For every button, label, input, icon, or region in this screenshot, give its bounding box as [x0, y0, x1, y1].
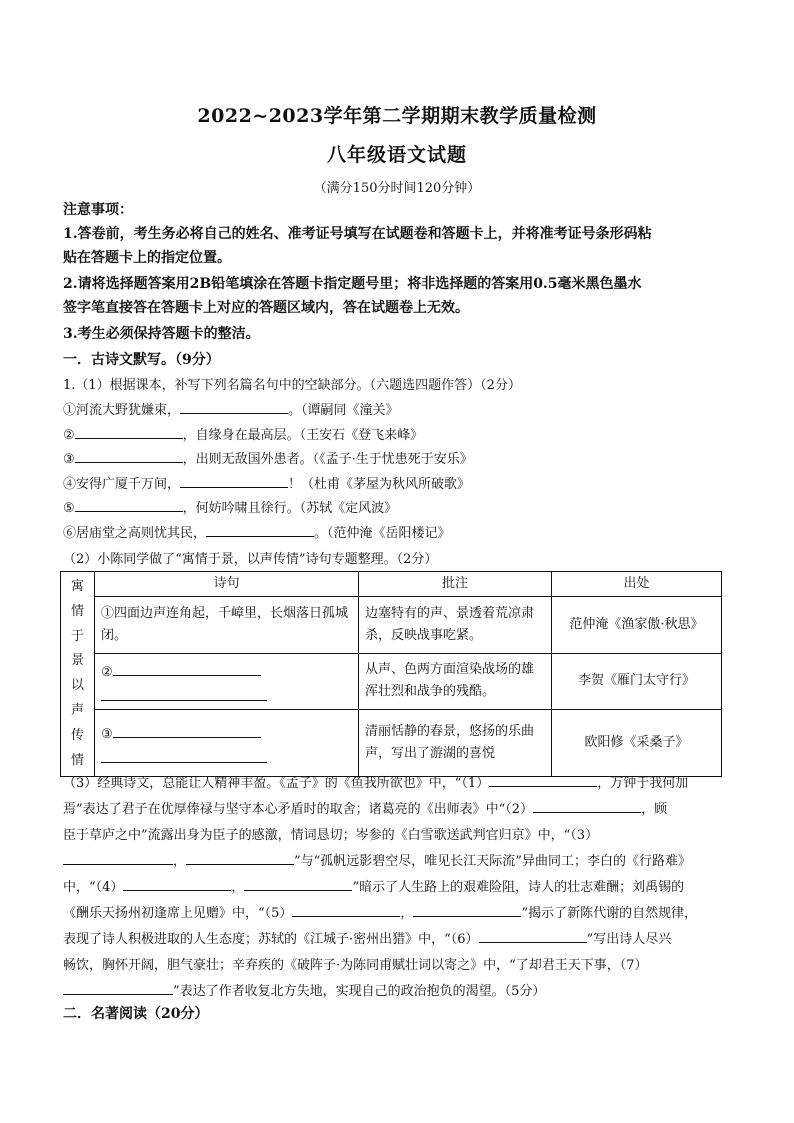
- section-2-heading: 二．名著阅读（20分）: [63, 1006, 209, 1022]
- header-source: 出处: [552, 572, 722, 597]
- answer-blank[interactable]: [180, 401, 288, 414]
- q3-line-7: 表现了诗人积极进取的人生态度；苏轼的《江城子·密州出猎》中，“（6） ”写出诗人尽兴: [63, 932, 672, 947]
- side-label: 寓 情 于 景 以 声 传 情: [61, 572, 95, 777]
- answer-blank[interactable]: [206, 524, 314, 537]
- notice-item-2-line-2: 签字笔直接答在答题卡上对应的答题区域内，答在试题卷上无效。: [63, 300, 469, 316]
- q3-line-8: 畅饮，胸怀开阔，胆气豪壮；辛弃疾的《破阵子·为陈同甫赋壮词以寄之》中，“了却君王天下事，（7）: [63, 958, 648, 973]
- answer-blank[interactable]: [479, 930, 587, 943]
- table-row: [61, 653, 722, 709]
- answer-blank[interactable]: [292, 904, 400, 917]
- fill-line-5: ⑤ ，何妨吟啸且徐行。（苏轼《定风波》: [63, 501, 398, 516]
- fill-line-6: ⑥居庙堂之高则忧其民， 。（范仲淹《岳阳楼记》: [63, 526, 451, 541]
- note-cell: 从声、色两方面渲染战场的雄浑壮烈和战争的残酷。: [359, 653, 552, 709]
- fill-line-3: ③ ，出则无敌国外患者。（《孟子·生于忧患死于安乐》: [63, 452, 473, 467]
- q3-line-5: 中，“（4） ， ”暗示了人生路上的艰难险阻，诗人的壮志难酬；刘禹锡的: [63, 880, 685, 895]
- answer-blank[interactable]: [75, 450, 183, 463]
- poem-table: [60, 571, 722, 777]
- source-cell: 欧阳修《采桑子》: [552, 710, 722, 777]
- note-cell: 清丽恬静的春景，悠扬的乐曲声，写出了游湖的喜悦: [359, 710, 552, 777]
- notice-item-1-line-2: 贴在答题卡上的指定位置。: [63, 250, 231, 266]
- fill-line-4: ④安得广厦千万间， ！（杜甫《茅屋为秋风所破歌》: [63, 477, 471, 492]
- fill-line-1: ①河流大野犹嫌束， 。（谭嗣同《潼关》: [63, 403, 399, 418]
- answer-blank[interactable]: [75, 426, 183, 439]
- q3-line-2: 焉”表达了君子在优厚俸禄与坚守本心矛盾时的取舍；诸葛亮的《出师表》中“（2） ，顾: [63, 802, 668, 817]
- answer-blank[interactable]: [75, 499, 183, 512]
- q3-line-3: 臣于草庐之中”流露出身为臣子的感激，情词恳切；岑参的《白雪歌送武判官归京》中，“（3）: [63, 828, 599, 843]
- q3-line-9: ”表达了作者收复北方失地，实现自己的政治抱负的渴望。（5分）: [63, 980, 545, 999]
- answer-blank[interactable]: [101, 683, 267, 701]
- source-cell: 范仲淹《渔家傲·秋思》: [552, 597, 722, 653]
- q3-line-4: ， ”与“孤帆远影碧空尽，唯见长江天际流”异曲同工；李白的《行路难》: [63, 850, 691, 869]
- notice-item-1-line-1: 1.答卷前，考生务必将自己的姓名、准考证号填写在试题卷和答题卡上，并将准考证号条形码粘: [63, 226, 652, 242]
- table-row: [61, 597, 722, 653]
- exam-meta: （满分150分时间120分钟）: [313, 181, 481, 196]
- notice-item-3: 3.考生必须保持答题卡的整洁。: [63, 326, 260, 342]
- verse-cell: ①四面边声连角起，千嶂里，长烟落日孤城闭。: [95, 597, 359, 653]
- answer-blank[interactable]: [244, 878, 352, 891]
- exam-title: 2022~2023学年第二学期期末教学质量检测: [197, 105, 597, 127]
- fill-line-2: ② ，自缘身在最高层。（王安石《登飞来峰》: [63, 428, 424, 443]
- exam-subtitle: 八年级语文试题: [326, 144, 467, 166]
- answer-blank[interactable]: [413, 904, 521, 917]
- answer-blank[interactable]: [123, 878, 231, 891]
- answer-blank[interactable]: [63, 982, 173, 995]
- table-row: [61, 710, 722, 777]
- answer-blank[interactable]: [113, 723, 261, 738]
- answer-blank[interactable]: [186, 852, 294, 865]
- q3-line-1: （3）经典诗文，总能让人精神丰盈。《孟子》的《鱼我所欲也》中，“（1） ，万钟于我何加: [63, 776, 689, 791]
- answer-blank[interactable]: [63, 852, 173, 865]
- notice-heading: 注意事项：: [63, 202, 133, 218]
- section-1-heading: 一．古诗文默写。（9分）: [63, 352, 220, 368]
- notice-item-2-line-1: 2.请将选择题答案用2B铅笔填涂在答题卡指定题号里；将非选择题的答案用0.5毫米黑色墨水: [63, 276, 642, 292]
- header-verse: 诗句: [95, 572, 359, 597]
- note-cell: 边塞特有的声、景透着荒凉肃杀，反映战事吃紧。: [359, 597, 552, 653]
- verse-cell: ③: [95, 710, 359, 777]
- header-note: 批注: [359, 572, 552, 597]
- source-cell: 李贺《雁门太守行》: [552, 653, 722, 709]
- q2-intro: （2）小陈同学做了“寓情于景，以声传情”诗句专题整理。（2分）: [63, 552, 438, 567]
- q3-line-6: 《酬乐天扬州初逢席上见赠》中，“（5） ， ”揭示了新陈代谢的自然规律，: [63, 906, 698, 921]
- answer-blank[interactable]: [101, 745, 267, 763]
- q1-intro: 1.（1）根据课本，补写下列名篇名句中的空缺部分。（六题选四题作答）（2分）: [63, 378, 521, 393]
- answer-blank[interactable]: [113, 661, 261, 676]
- answer-blank[interactable]: [533, 800, 641, 813]
- answer-blank[interactable]: [180, 475, 288, 488]
- answer-blank[interactable]: [489, 774, 597, 787]
- verse-cell: ②: [95, 653, 359, 709]
